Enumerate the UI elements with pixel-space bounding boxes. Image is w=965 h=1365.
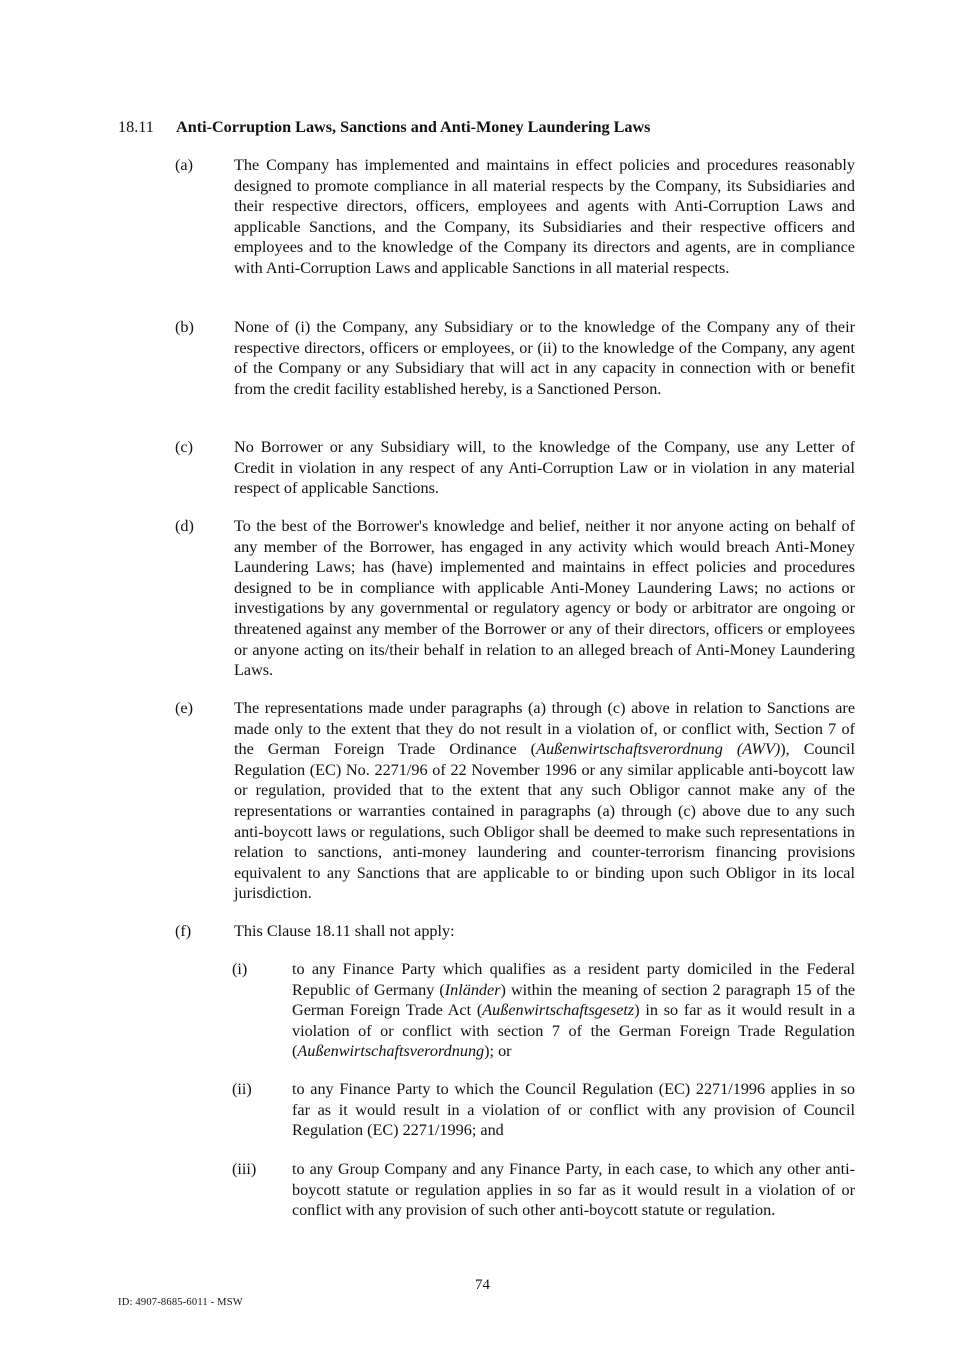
paragraph-text: This Clause 18.11 shall not apply: [234,922,455,940]
paragraph-label: (f) [175,922,192,940]
paragraph-text [234,698,855,904]
subparagraph-text: to any Group Company and any Finance Party, in each case, to which any other anti-boycott statute or regulation applies in so far as it would result in a violation of or conflict with any provision of such other anti-boycott statute or regulation. [292,1160,855,1220]
italic-term: Inländer [444,980,501,999]
italic-term: Außenwirtschaftsverordnung [297,1042,485,1061]
paragraph-d [175,516,855,681]
subparagraph-ii [232,1079,855,1141]
section-number: 18.11 [118,118,154,136]
paragraph-label: (b) [175,318,194,336]
paragraph-b [175,317,855,399]
paragraph-label: (e) [175,699,193,717]
paragraph-e [175,698,855,904]
text-run: to any Finance Party which qualifies as a resident party domiciled in the Federal Republic of Germany ( [292,960,855,999]
subparagraph-label: (ii) [232,1080,252,1098]
paragraph-c [175,437,855,499]
paragraph-text: None of (i) the Company, any Subsidiary or to the knowledge of the Company any of their respective directors, officers or employees, or (ii) to the knowledge of the Company, any agent of the Company or any Subsidiary that will act in any capacity in connection with or benefit from the credit facility established hereby, is a Sanctioned Person. [234,318,855,398]
paragraph-label: (d) [175,517,194,535]
paragraph-text: The Company has implemented and maintains in effect policies and procedures reasonably designed to promote compliance in all material respects by the Company, its Subsidiaries and their respective directors, officers, employees and agents with Anti-Corruption Laws and applicable Sanctions, and the Company, its Subsidiaries and their respective officers and employees and to the knowledge of the Company its directors and agents, are in compliance with Anti-Corruption Laws and applicable Sanctions in all material respects. [234,156,855,277]
subparagraph-label: (iii) [232,1160,257,1178]
page-number: 74 [475,1277,490,1293]
paragraph-label: (c) [175,438,193,456]
document-id: ID: 4907-8685-6011 - MSW [118,1297,243,1308]
subparagraph-iii [232,1159,855,1221]
paragraph-label: (a) [175,156,193,174]
subparagraph-text: to any Finance Party to which the Council Regulation (EC) 2271/1996 applies in so far as it would result in a violation of or conflict with any provision of Council Regulation (EC) 2271/1996; and [292,1080,855,1140]
subparagraph-label: (i) [232,960,248,978]
section-heading [118,117,858,137]
text-run: ), Council Regulation (EC) No. 2271/96 of 22 November 1996 or any similar applicable anti-boycott law or regulation, provided that to the extent that any such Obligor cannot make any of the representations or warranties contained in paragraphs (a) through (c) above due to any such anti-boycott laws or regulations, such Obligor shall be deemed to make such representations in relation to sanctions, anti-money laundering and counter-terrorism financing provisions equivalent to any Sanctions that are applicable to or binding upon such Obligor in its local jurisdiction. [234,740,855,903]
italic-term: Außenwirtschaftsgesetz [482,1001,635,1020]
subparagraph-text [292,959,855,1062]
section-title: Anti-Corruption Laws, Sanctions and Anti-Money Laundering Laws [176,118,651,136]
text-run: ) in so far as it would result in a violation of or conflict with section 7 of the German Foreign Trade Regulation ( [292,1001,856,1061]
paragraph-f [175,921,855,942]
subparagraph-i [232,959,855,1062]
paragraph-text: No Borrower or any Subsidiary will, to the knowledge of the Company, use any Letter of Credit in violation in any respect of any Anti-Corruption Law or in violation in any material respect of applicable Sanctions. [234,438,855,498]
italic-term: Außenwirtschaftsverordnung (AWV) [536,740,781,759]
text-run: ); or [484,1042,512,1061]
text-run: The representations made under paragraphs (a) through (c) above in relation to Sanctions are made only to the extent that they do not result in a violation of, or conflict with, Section 7 of the German Foreign Trade Ordinance ( [234,699,855,759]
paragraph-text: To the best of the Borrower's knowledge and belief, neither it nor anyone acting on behalf of any member of the Borrower, has engaged in any activity which would breach Anti-Money Laundering Laws; has (have) implemented and maintains in effect policies and procedures designed to be in compliance with applicable Anti-Money Laundering Laws; no actions or investigations by any governmental or regulatory agency or body or arbitrator are ongoing or threatened against any member of the Borrower or any of their directors, officers or employees or anyone acting on its/their behalf in relation to an alleged breach of Anti-Money Laundering Laws. [234,517,855,680]
paragraph-a [175,155,855,279]
text-run: ) within the meaning of section 2 paragraph 15 of the German Foreign Trade Act ( [292,980,856,1020]
